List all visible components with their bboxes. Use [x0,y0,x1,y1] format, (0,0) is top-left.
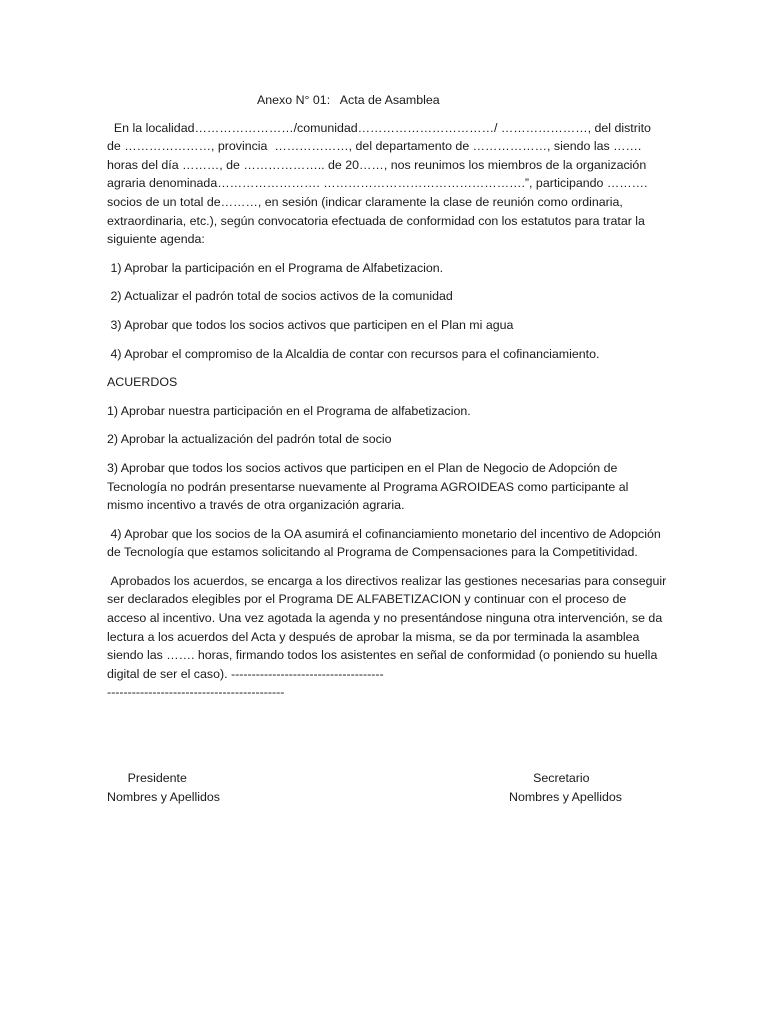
document-title: Anexo N° 01: Acta de Asamblea [257,93,440,107]
president-label: Presidente [107,771,187,785]
acuerdo-item-3: 3) Aprobar que todos los socios activos que participen en el Plan de Negocio de Adopción de Tecnología no podrán presentarse nuevamente al Programa AGROIDEAS como participante al mismo incentivo a través de otra organización agraria. [107,460,629,513]
agenda-item-2: 2) Actualizar el padrón total de socios activos de la comunidad [107,289,453,304]
agenda-item-1: 1) Aprobar la participación en el Programa de Alfabetizacion. [107,260,444,275]
acuerdo-item-4: 4) Aprobar que los socios de la OA asumirá el cofinanciamiento monetario del incentivo de Adopción de Tecnología que estamos solicitando al Programa de Compensaciones para la Competitividad. [107,526,665,560]
agenda-item-4: 4) Aprobar el compromiso de la Alcaldia de contar con recursos para el cofinanciamiento. [107,346,600,361]
acuerdo-item-2: 2) Aprobar la actualización del padrón total de socio [107,432,392,447]
intro-paragraph: En la localidad……………………/comunidad……………………………/ …………………, del distrito de …………………, provincia ………………, del departamento de ………………, siendo las ……. horas del día ………, de ……………….. de 20……, nos reunimos los miembros de la organización agraria denominada……………………. ………………………………………….”, participando ………. socios de un total de………, en sesión (indicar claramente la clase de reunión como ordinaria, extraordinaria, etc.), según convocatoria efectuada de conformidad con los estatutos para tratar la siguiente agenda: [107,120,655,247]
signature-president [107,769,220,807]
president-name-label: Nombres y Apellidos [107,790,220,804]
secretary-name-label: Nombres y Apellidos [509,790,622,804]
agenda-item-3: 3) Aprobar que todos los socios activos que participen en el Plan mi agua [107,317,514,332]
signature-secretary [509,769,622,807]
closing-paragraph: Aprobados los acuerdos, se encarga a los directivos realizar las gestiones necesarias para conseguir ser declarados elegibles por el Programa DE ALFABETIZACION y continuar con el proceso de acceso al incentivo. Una vez agotada la agenda y no presentándose ninguna otra intervención, se da lectura a los acuerdos del Acta y después de aprobar la misma, se da por terminada la asamblea siendo las ……. horas, firmando todos los asistentes en señal de conformidad (o poniendo su huella digital de ser el caso). ------------------------------------- [107,573,670,681]
closing-dashes: ------------------------------------------- [107,685,285,700]
secretary-label: Secretario [509,771,590,785]
acuerdos-heading: ACUERDOS [107,375,178,390]
document-body [107,91,670,702]
acuerdo-item-1: 1) Aprobar nuestra participación en el Programa de alfabetizacion. [107,403,471,418]
